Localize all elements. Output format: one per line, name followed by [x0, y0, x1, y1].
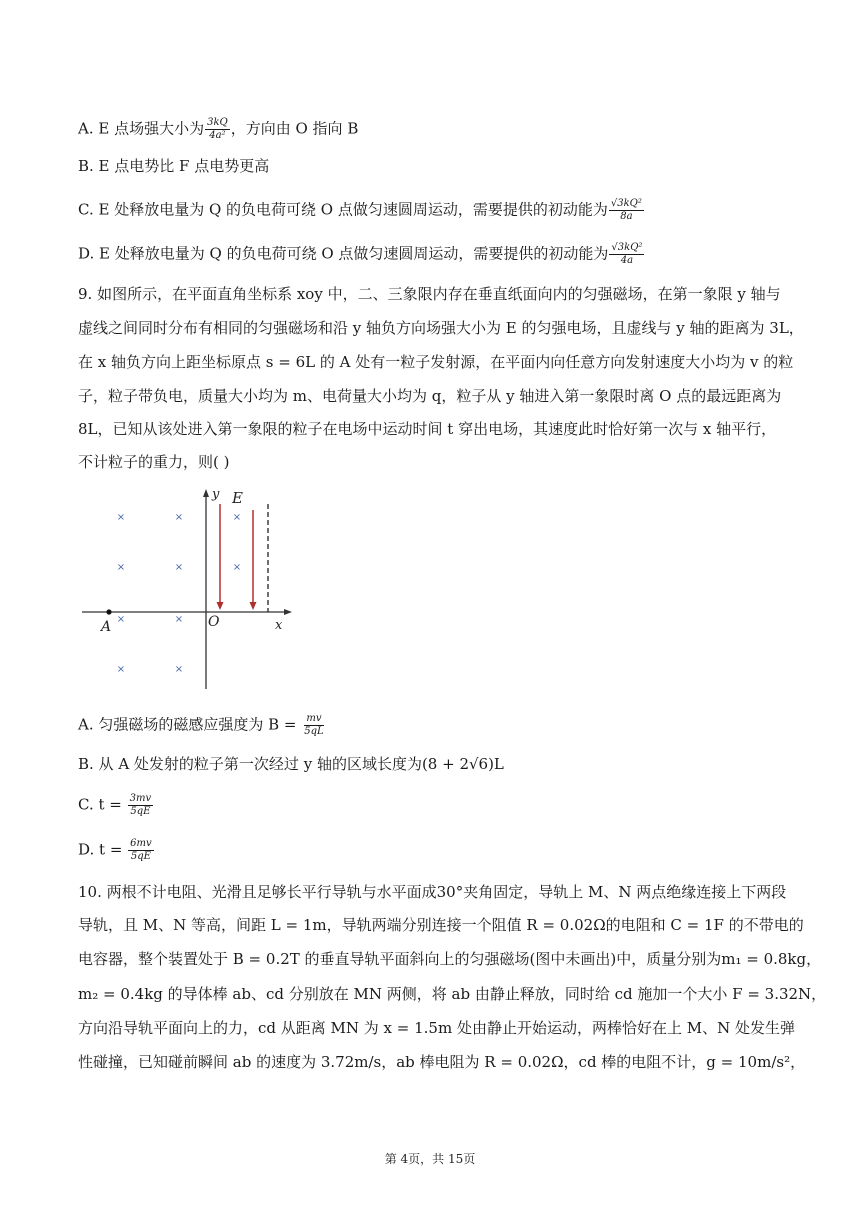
field-cross: × [116, 562, 126, 573]
fraction-denominator: 5qE [130, 851, 151, 862]
q8-option-a [78, 117, 358, 142]
q9-option-c [78, 793, 154, 818]
q8-option-a-post: ，方向由 O 指向 B [230, 119, 359, 138]
q10-line-3: 电容器，整个装置处于 B = 0.2T 的垂直导轨平面斜向上的匀强磁场(图中未画出)中，质量分别为m₁ = 0.8kg， [78, 950, 822, 968]
fraction-denominator: 5qL [304, 726, 324, 737]
q10-line-6: 性碰撞，已知碰前瞬间 ab 的速度为 3.72m/s，ab 棒电阻为 R = 0.02Ω，cd 棒的电阻不计，g = 10m/s²， [78, 1053, 806, 1071]
q10-line-5: 方向沿导轨平面向上的力，cd 从距离 MN 为 x = 1.5m 处由静止开始运动，两棒恰好在上 M、N 处发生弹 [78, 1019, 795, 1037]
field-cross: × [174, 614, 184, 625]
x-axis-label: x [275, 618, 283, 633]
q8-option-c-pre: C. E 处释放电量为 Q 的负电荷可绕 O 点做匀速圆周运动，需要提供的初动能为 [78, 200, 608, 219]
q9-option-a [78, 713, 327, 738]
field-cross: × [116, 614, 126, 625]
q8-option-d-fraction [609, 242, 644, 267]
q9-option-d-pre: D. t = [78, 840, 128, 859]
q9-line-1: 9. 如图所示，在平面直角坐标系 xoy 中，二、三象限内存在垂直纸面向内的匀强磁场，在第一象限 y 轴与 [78, 285, 781, 303]
field-cross: × [174, 664, 184, 675]
field-cross: × [116, 664, 126, 675]
fraction-numerator: 3kQ [207, 117, 228, 128]
q9-figure [82, 484, 297, 694]
q8-option-c [78, 198, 645, 223]
y-axis-arrow [203, 489, 209, 497]
fraction-numerator: 3mv [129, 793, 152, 804]
q9-line-3: 在 x 轴负方向上距坐标原点 s = 6L 的 A 处有一粒子发射源，在平面内向任意方向发射速度大小均为 v 的粒 [78, 353, 794, 371]
q10-line-2: 导轨，且 M、N 等高，间距 L = 1m，导轨两端分别连接一个阻值 R = 0.02Ω的电阻和 C = 1F 的不带电的 [78, 916, 804, 934]
q9-line-5: 8L，已知从该处进入第一象限的粒子在电场中运动时间 t 穿出电场，其速度此时恰好第一次与 x 轴平行， [78, 420, 777, 438]
q8-option-a-pre: A. E 点场强大小为 [78, 119, 205, 138]
q9-option-b: B. 从 A 处发射的粒子第一次经过 y 轴的区域长度为(8 + 2√6)L [78, 755, 504, 773]
fraction-denominator: 5qE [130, 806, 151, 817]
field-arrowhead [250, 602, 257, 610]
q9-option-d [78, 838, 155, 863]
q9-line-2: 虚线之间同时分布有相同的匀强磁场和沿 y 轴负方向场强大小为 E 的匀强电场，且虚线与 y 轴的距离为 3L， [78, 319, 804, 337]
q8-option-d-pre: D. E 处释放电量为 Q 的负电荷可绕 O 点做匀速圆周运动，需要提供的初动能为 [78, 244, 609, 263]
q8-option-b: B. E 点电势比 F 点电势更高 [78, 157, 270, 175]
q9-option-c-fraction [128, 793, 154, 818]
fraction-numerator: mv [306, 713, 322, 724]
y-axis-label: y [212, 487, 220, 502]
field-cross: × [174, 562, 184, 573]
fraction-denominator: 8a [620, 211, 633, 222]
page-footer: 第 4页，共 15页 [384, 1152, 476, 1166]
q9-option-a-fraction [302, 713, 325, 738]
fraction-numerator: √3kQ² [610, 198, 642, 209]
q8-option-d [78, 242, 645, 267]
source-point-a [106, 609, 111, 614]
q10-line-4: m₂ = 0.4kg 的导体棒 ab、cd 分别放在 MN 两侧，将 ab 由静止释放，同时给 cd 施加一个大小 F = 3.32N， [78, 985, 827, 1003]
field-cross: × [174, 512, 184, 523]
x-axis-arrow [284, 609, 292, 615]
fraction-denominator: 4a [620, 255, 634, 266]
q9-option-d-fraction [128, 838, 154, 863]
q10-line-1: 10. 两根不计电阻、光滑且足够长平行导轨与水平面成30°夹角固定，导轨上 M、N 两点绝缘连接上下两段 [78, 883, 787, 901]
field-arrowhead [217, 602, 224, 610]
point-a-label: A [101, 619, 112, 635]
fraction-denominator: 4a² [209, 130, 226, 141]
q9-line-6: 不计粒子的重力，则( ) [78, 453, 230, 471]
q9-option-c-pre: C. t = [78, 795, 127, 814]
q9-line-4: 子，粒子带负电，质量大小均为 m、电荷量大小均为 q，粒子从 y 轴进入第一象限时离 O 点的最远距离为 [78, 387, 782, 405]
q8-option-c-fraction [609, 198, 644, 223]
q9-option-a-pre: A. 匀强磁场的磁感应强度为 B = [78, 715, 302, 734]
fraction-numerator: √3kQ² [611, 242, 643, 253]
field-cross: × [232, 562, 242, 573]
origin-label: O [208, 614, 220, 630]
field-cross: × [116, 512, 126, 523]
fraction-numerator: 6mv [130, 838, 152, 849]
q8-option-a-fraction [205, 117, 230, 142]
field-label-e: E [232, 489, 243, 507]
field-cross: × [232, 512, 242, 523]
